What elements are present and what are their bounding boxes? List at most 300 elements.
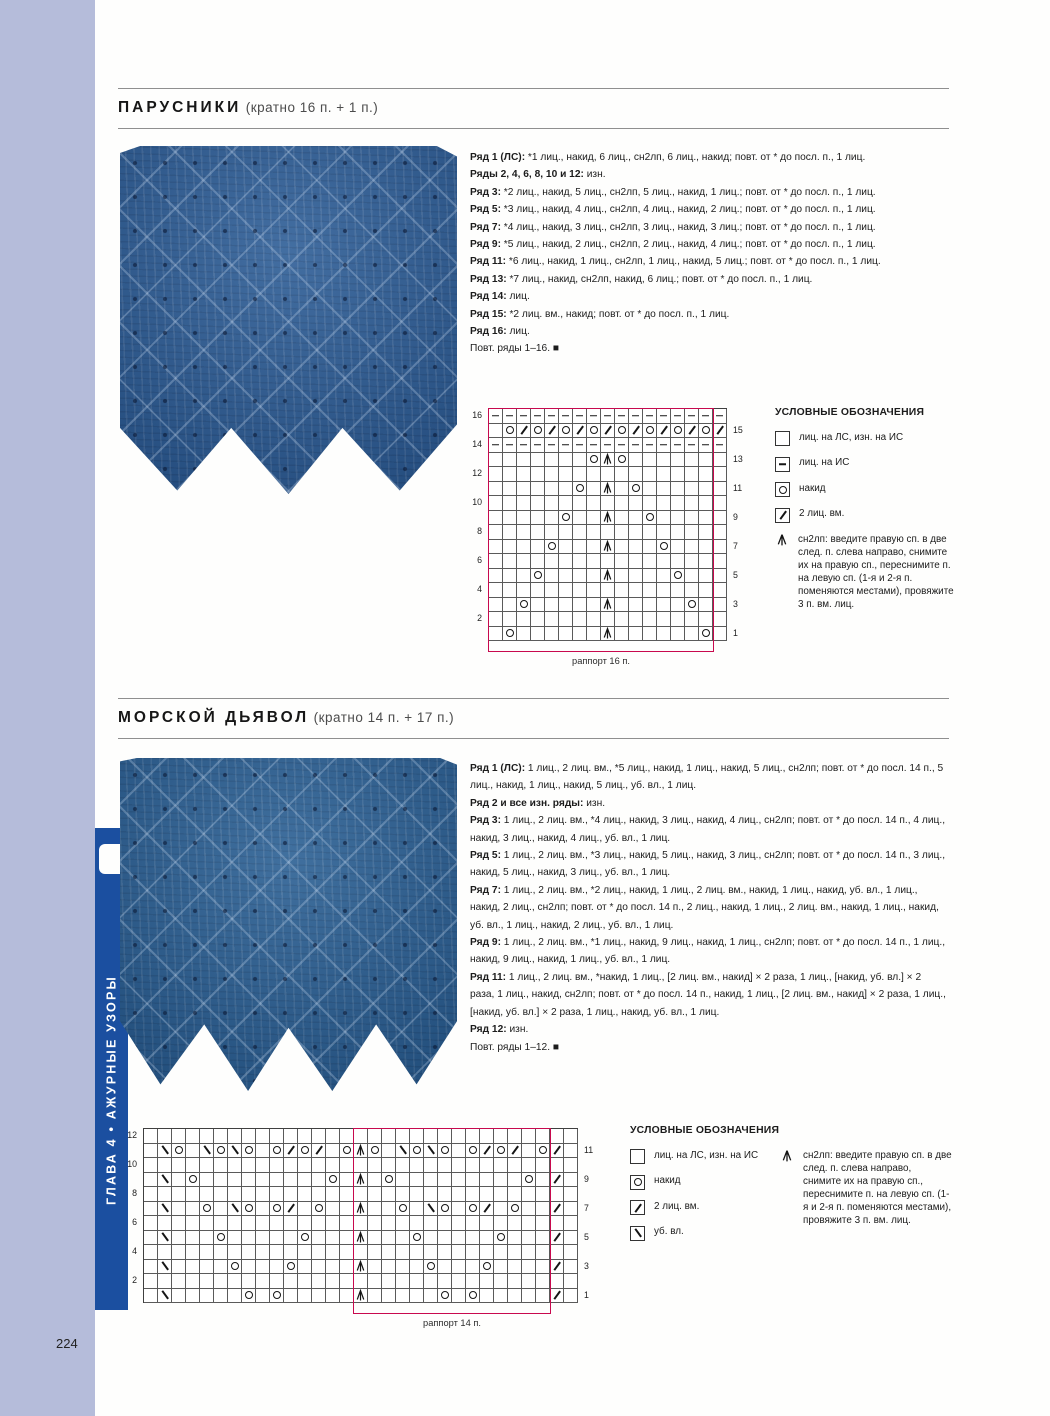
chart-cell (256, 1216, 270, 1231)
chart-cell (564, 1173, 578, 1188)
chart-cell (587, 612, 601, 627)
sl2-symbol-icon (601, 511, 614, 524)
chart-cell (466, 1187, 480, 1202)
chart-cell (158, 1289, 172, 1304)
legend-item-yo (630, 1174, 760, 1190)
chart-cell (713, 627, 727, 642)
chart-cell (615, 554, 629, 569)
chart-cell (699, 467, 713, 482)
chart-cell (489, 598, 503, 613)
legend-label: уб. вл. (654, 1226, 684, 1238)
instruction-row: Ряд 16: лиц. (470, 326, 530, 338)
sl2-symbol-icon (601, 482, 614, 495)
knit-symbol-icon (775, 431, 790, 446)
chart-cell (685, 482, 699, 497)
chart-cell (522, 1173, 536, 1188)
chart-cell (685, 525, 699, 540)
chart-cell (452, 1187, 466, 1202)
chart-cell (228, 1274, 242, 1289)
chart-cell (573, 453, 587, 468)
sl2-symbol-icon (601, 540, 614, 553)
chart-cell (503, 569, 517, 584)
chart-cell (536, 1202, 550, 1217)
instruction-row: Ряд 11: *6 лиц., накид, 1 лиц., сн2лп, 1 лиц., накид, 5 лиц.; повт. от * до посл. п., 1 лиц. (470, 256, 881, 268)
chart-cell (629, 424, 643, 439)
chart-cell (671, 482, 685, 497)
chart-cell (172, 1187, 186, 1202)
chart-cell (601, 525, 615, 540)
chart-cell (144, 1129, 158, 1144)
chart-cell (531, 438, 545, 453)
chart-cell (410, 1216, 424, 1231)
chart-cell (186, 1245, 200, 1260)
chart-cell (550, 1216, 564, 1231)
chart-cell (522, 1260, 536, 1275)
chart-cell (480, 1245, 494, 1260)
chart-cell (699, 540, 713, 555)
chart-cell (545, 467, 559, 482)
chart-cell (396, 1187, 410, 1202)
chart-cell (643, 554, 657, 569)
chart-cell (503, 525, 517, 540)
chart-cell (312, 1274, 326, 1289)
chart-cell (671, 598, 685, 613)
chart-cell (517, 627, 531, 642)
chart-cell (713, 482, 727, 497)
chart-cell (657, 424, 671, 439)
chart-cell (284, 1274, 298, 1289)
row-number: 2 (477, 613, 482, 623)
chart-cell (270, 1216, 284, 1231)
chart-cell (242, 1158, 256, 1173)
chart-cell (284, 1289, 298, 1304)
chart-cell (522, 1158, 536, 1173)
row-number (727, 408, 753, 423)
chart-cell (200, 1144, 214, 1159)
chart-cell (629, 598, 643, 613)
chart-cell (503, 612, 517, 627)
legend-item-purl (775, 456, 955, 472)
chart-cell (573, 482, 587, 497)
chart-cell (172, 1216, 186, 1231)
chart-cell (214, 1245, 228, 1260)
chart-cell (452, 1202, 466, 1217)
chart-cell (671, 554, 685, 569)
chart-cell (270, 1173, 284, 1188)
legend-item-sl2 (780, 1149, 952, 1227)
chart-cell (657, 496, 671, 511)
chart-cell (657, 511, 671, 526)
chart-cell (503, 540, 517, 555)
instruction-row: Повт. ряды 1–16. ■ (470, 343, 560, 355)
chart-cell (480, 1187, 494, 1202)
row-number: 8 (132, 1188, 137, 1198)
chart-cell (517, 598, 531, 613)
chart-cell (186, 1173, 200, 1188)
sl2-symbol-icon (601, 453, 614, 466)
chart-cell (200, 1202, 214, 1217)
chart-cell (200, 1231, 214, 1246)
chart-cell (601, 438, 615, 453)
legend-label: лиц. на ИС (799, 457, 850, 469)
chart-cell (228, 1187, 242, 1202)
legend-item-knit (630, 1149, 760, 1165)
chart-cell (242, 1187, 256, 1202)
chart-cell (615, 612, 629, 627)
chart-cell (671, 569, 685, 584)
chart-cell (564, 1144, 578, 1159)
sl2-symbol-icon (354, 1260, 367, 1273)
chart-cell (480, 1202, 494, 1217)
chart-cell (480, 1173, 494, 1188)
chart-cell (494, 1158, 508, 1173)
chart-cell (480, 1289, 494, 1304)
chart-cell (424, 1260, 438, 1275)
row-number: 14 (472, 439, 482, 449)
chart-cell (270, 1289, 284, 1304)
chart-cell (410, 1245, 424, 1260)
chart-cell (531, 453, 545, 468)
chart-cell (144, 1289, 158, 1304)
chart-cell (438, 1289, 452, 1304)
chart-cell (699, 453, 713, 468)
chart-cell (489, 424, 503, 439)
chart-cell (699, 409, 713, 424)
chart-cell (629, 496, 643, 511)
chart-cell (629, 540, 643, 555)
chart-cell (242, 1173, 256, 1188)
chart-cell (545, 438, 559, 453)
chart-cell (340, 1245, 354, 1260)
chart-cell (354, 1202, 368, 1217)
chart-cell (531, 424, 545, 439)
chart-cell (424, 1158, 438, 1173)
pattern1-subtitle: (кратно 16 п. + 1 п.) (245, 100, 379, 115)
instruction-row: Ряд 5: *3 лиц., накид, 4 лиц., сн2лп, 4 лиц., накид, 2 лиц.; повт. от * до посл. п., 1 лиц. (470, 204, 876, 216)
legend-title: УСЛОВНЫЕ ОБОЗНАЧЕНИЯ (630, 1125, 780, 1136)
chart-cell (438, 1231, 452, 1246)
chart-cell (713, 424, 727, 439)
chart-cell (186, 1231, 200, 1246)
chart-cell (284, 1260, 298, 1275)
chart-cell (517, 453, 531, 468)
chart-cell (270, 1129, 284, 1144)
row-number (462, 452, 488, 467)
chart-cell (172, 1260, 186, 1275)
chart-cell (713, 598, 727, 613)
chart-cell (587, 598, 601, 613)
chart-cell (643, 409, 657, 424)
chart-cell (438, 1202, 452, 1217)
chart-cell (214, 1187, 228, 1202)
chart-cell (601, 409, 615, 424)
chart-cell (382, 1289, 396, 1304)
chart-cell (172, 1202, 186, 1217)
chart-cell (494, 1260, 508, 1275)
chart-cell (531, 583, 545, 598)
sl2-symbol-icon (601, 627, 614, 640)
chart-cell (573, 583, 587, 598)
chart-cell (410, 1274, 424, 1289)
chart-cell (587, 554, 601, 569)
chart-cell (517, 525, 531, 540)
chart-cell (158, 1231, 172, 1246)
chart-cell (489, 511, 503, 526)
chart-cell (438, 1216, 452, 1231)
chart-cell (573, 627, 587, 642)
chart-cell (326, 1274, 340, 1289)
chart-cell (382, 1187, 396, 1202)
chart-cell (545, 424, 559, 439)
chart-cell (564, 1216, 578, 1231)
chart-cell (326, 1231, 340, 1246)
chart-cell (685, 540, 699, 555)
legend-column-left (630, 1149, 760, 1251)
chart-cell (284, 1144, 298, 1159)
chart-cell (550, 1173, 564, 1188)
chart-cell (396, 1274, 410, 1289)
chart-cell (340, 1144, 354, 1159)
chart-cell (671, 438, 685, 453)
row-number (727, 437, 753, 452)
chart-cell (508, 1173, 522, 1188)
k2tog-symbol-icon (775, 508, 790, 523)
chart-cell (503, 424, 517, 439)
chart-cell (354, 1187, 368, 1202)
chart-cell (396, 1144, 410, 1159)
chart-cell (587, 467, 601, 482)
legend-label: сн2лп: введите правую сп. в две след. п. слева направо, снимите их на правую сп., переснимите п. на левую сп. (1-я и 2-я п. поменяются местами), провяжите 3 п. вм. лиц. (803, 1149, 952, 1227)
chart-cell (671, 409, 685, 424)
chart-cell (601, 627, 615, 642)
chart-cell (629, 467, 643, 482)
k2tog-symbol-icon (630, 1200, 645, 1215)
chart-cell (657, 627, 671, 642)
sl2-symbol-icon (354, 1173, 367, 1186)
chart-cell (368, 1202, 382, 1217)
chart-cell (517, 540, 531, 555)
chart-cell (587, 453, 601, 468)
chart-cell (312, 1187, 326, 1202)
chart-cell (382, 1173, 396, 1188)
row-number: 12 (472, 468, 482, 478)
chart-cell (466, 1216, 480, 1231)
chart-cell (438, 1274, 452, 1289)
chart-cell (559, 438, 573, 453)
chart-cell (559, 409, 573, 424)
chart-cell (522, 1289, 536, 1304)
row-number (462, 568, 488, 583)
chart-cell (517, 424, 531, 439)
chart-cell (536, 1129, 550, 1144)
chart-cell (713, 467, 727, 482)
chart-cell (489, 438, 503, 453)
chart-cell (573, 598, 587, 613)
chart-cell (466, 1173, 480, 1188)
instruction-row: Ряд 9: *5 лиц., накид, 2 лиц., сн2лп, 2 лиц., накид, 4 лиц.; повт. от * до посл. п., 1 лиц. (470, 239, 876, 251)
chart-cell (438, 1173, 452, 1188)
chart-cell (531, 554, 545, 569)
chart-cell (517, 467, 531, 482)
chart-cell (699, 482, 713, 497)
row-number (727, 524, 753, 539)
chart-cell (685, 583, 699, 598)
chart-cell (200, 1216, 214, 1231)
chart-cell (587, 627, 601, 642)
chart-cell (531, 569, 545, 584)
chart-cell (326, 1289, 340, 1304)
chart-cell (340, 1216, 354, 1231)
row-number (462, 626, 488, 641)
chart-cell (242, 1144, 256, 1159)
chart-cell (601, 496, 615, 511)
chart-cell (172, 1245, 186, 1260)
chart-cell (615, 583, 629, 598)
chart-cell (466, 1158, 480, 1173)
chart-cell (242, 1260, 256, 1275)
chart-cell (354, 1245, 368, 1260)
chart-cell (256, 1202, 270, 1217)
pattern2-title: МОРСКОЙ ДЬЯВОЛ (118, 709, 310, 726)
chart-cell (657, 598, 671, 613)
chart-cell (368, 1245, 382, 1260)
chart-cell (685, 627, 699, 642)
chart-cell (629, 511, 643, 526)
chart-cell (517, 511, 531, 526)
chart-cell (396, 1202, 410, 1217)
chart-cell (144, 1245, 158, 1260)
chart-cell (186, 1187, 200, 1202)
chart-cell (354, 1216, 368, 1231)
chart-cell (298, 1216, 312, 1231)
chart-cell (256, 1245, 270, 1260)
legend-label: сн2лп: введите правую сп. в две след. п. слева направо, снимите их на правую сп., переснимите п. на левую сп. (1-я и 2-я п. поменяются местами), провяжите 3 п. вм. лиц. (798, 533, 954, 611)
chart-cell (158, 1173, 172, 1188)
chart-cell (186, 1202, 200, 1217)
chart-cell (489, 627, 503, 642)
chart-cell (601, 569, 615, 584)
chart-cell (396, 1216, 410, 1231)
chart-cell (587, 511, 601, 526)
sl2-symbol-icon (354, 1144, 367, 1157)
chart-cell (489, 525, 503, 540)
chart-cell (536, 1216, 550, 1231)
chart-cell (601, 467, 615, 482)
chart-cell (685, 496, 699, 511)
row-number: 15 (733, 424, 743, 435)
chart-cell (601, 540, 615, 555)
chart-cell (340, 1187, 354, 1202)
chart-cell (424, 1144, 438, 1159)
chart-cell (601, 424, 615, 439)
chart-cell (536, 1289, 550, 1304)
chart-cell (545, 453, 559, 468)
chart-cell (573, 438, 587, 453)
chart-cell (312, 1245, 326, 1260)
chart-cell (256, 1173, 270, 1188)
chart-cell (312, 1173, 326, 1188)
chart-cell (564, 1158, 578, 1173)
chart-cell (298, 1144, 312, 1159)
instruction-row: Ряд 1 (ЛС): 1 лиц., 2 лиц. вм., *5 лиц., накид, 1 лиц., накид, 5 лиц., сн2лп; повт. от * до посл. 14 п., 5 лиц., накид, 1 лиц., накид, 5 лиц., уб. вл., 1 лиц. (470, 763, 944, 792)
chart-cell (242, 1289, 256, 1304)
chart-cell (256, 1129, 270, 1144)
chart-cell (559, 569, 573, 584)
row-number (462, 510, 488, 525)
sl2-symbol-icon (780, 1149, 794, 1163)
chart-cell (713, 525, 727, 540)
chart-cell (256, 1144, 270, 1159)
chart-cell (508, 1289, 522, 1304)
chart-cell (508, 1129, 522, 1144)
chart-cell (564, 1187, 578, 1202)
chart-cell (550, 1245, 564, 1260)
chart-cell (382, 1231, 396, 1246)
pattern1-legend (775, 406, 955, 621)
chart-cell (536, 1260, 550, 1275)
chart-cell (200, 1289, 214, 1304)
chart-cell (629, 569, 643, 584)
row-number: 3 (733, 598, 738, 609)
chart-cell (531, 598, 545, 613)
chart-cell (643, 467, 657, 482)
chart-cell (559, 482, 573, 497)
chart-cell (438, 1129, 452, 1144)
chart-cell (228, 1216, 242, 1231)
chart-cell (228, 1289, 242, 1304)
chart-cell (424, 1274, 438, 1289)
chart-cell (489, 496, 503, 511)
chart-cell (438, 1144, 452, 1159)
chart-cell (699, 554, 713, 569)
chart-cell (517, 612, 531, 627)
chart-cell (573, 511, 587, 526)
legend-item-knit (775, 431, 955, 447)
chart-cell (508, 1231, 522, 1246)
chart-cell (396, 1173, 410, 1188)
chart-cell (144, 1216, 158, 1231)
chart-cell (382, 1216, 396, 1231)
yarnover-symbol-icon (775, 482, 790, 497)
purl-symbol-icon (775, 457, 790, 472)
chart-cell (685, 453, 699, 468)
chart-cell (587, 438, 601, 453)
chart-cell (573, 569, 587, 584)
chart-cell (424, 1129, 438, 1144)
row-number (578, 1157, 604, 1172)
row-number (727, 495, 753, 510)
chart-cell (228, 1173, 242, 1188)
chart-cell (228, 1260, 242, 1275)
chart-cell (643, 569, 657, 584)
chart-cell (214, 1274, 228, 1289)
chart-cell (685, 467, 699, 482)
chart-cell (517, 409, 531, 424)
chart-cell (643, 627, 657, 642)
chart-cell (172, 1173, 186, 1188)
row-number: 6 (477, 555, 482, 565)
chart-cell (270, 1158, 284, 1173)
chart-cell (699, 438, 713, 453)
chart-cell (214, 1144, 228, 1159)
row-number (727, 582, 753, 597)
chart-cell (186, 1260, 200, 1275)
chart-cell (326, 1173, 340, 1188)
chart-cell (629, 554, 643, 569)
chart-cell (643, 583, 657, 598)
chart-cell (545, 511, 559, 526)
row-number: 16 (472, 410, 482, 420)
